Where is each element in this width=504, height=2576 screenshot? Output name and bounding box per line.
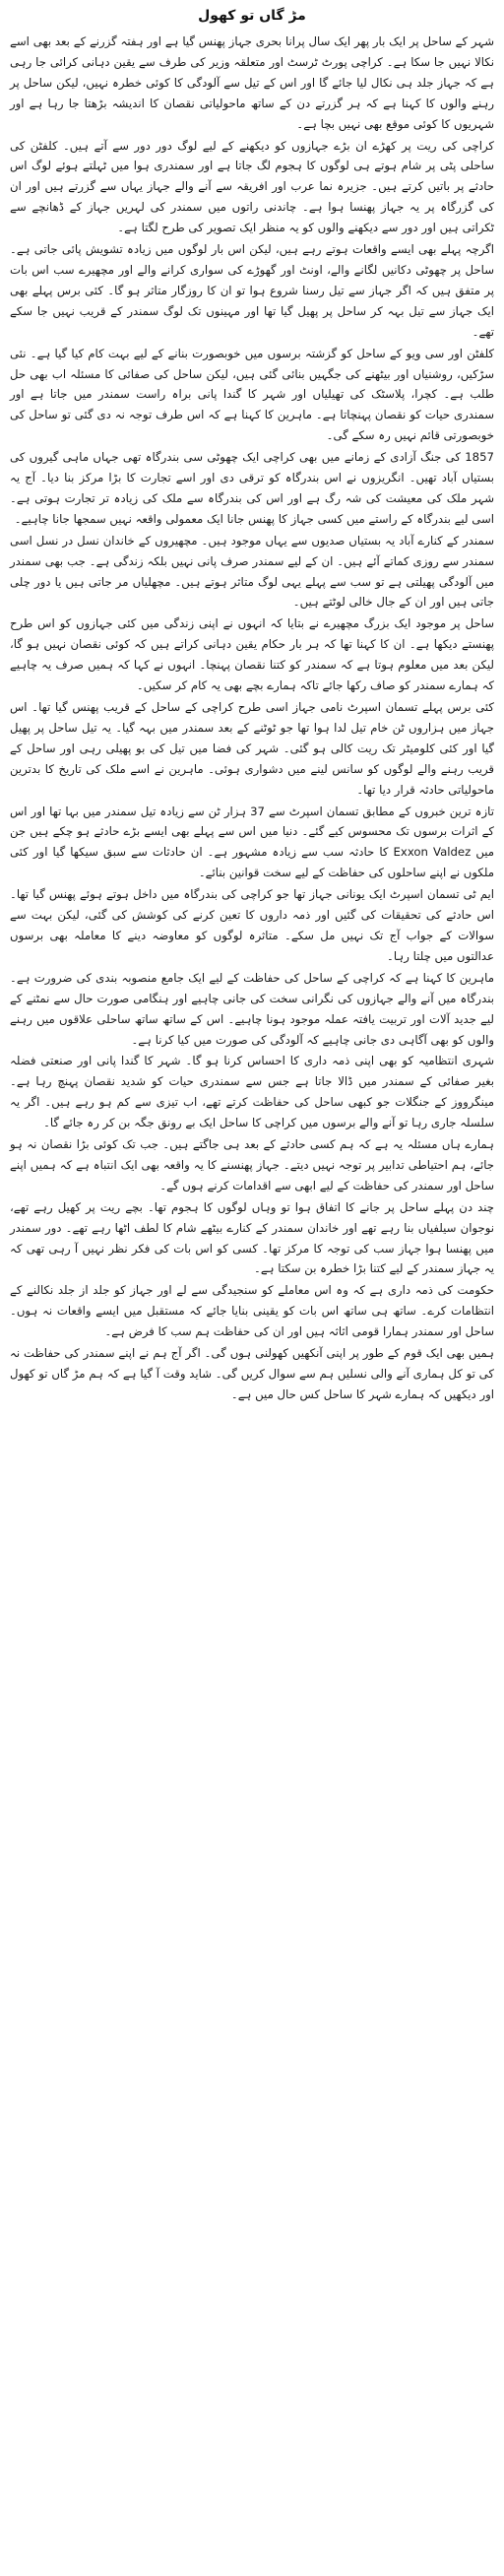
- article-paragraph: کئی برس پہلے تسمان اسپرٹ نامی جہاز اسی طرح کراچی کے ساحل کے قریب پھنس گیا تھا۔ اس جہاز میں ہزاروں ٹن خام تیل لدا ہوا تھا جو ٹوٹنے کے بعد سمندر میں بہہ گیا۔ یہ تیل ساحل پر پھیل گیا اور کئی کلومیٹر تک ریت کالی ہو گئی۔ شہر کی فضا میں تیل کی بو پھیلی رہی اور ساحل کے قریب رہنے والے لوگوں کو سانس لینے میں دشواری ہوئی۔ ماہرین نے اسے ملک کی تاریخ کا بدترین ماحولیاتی حادثہ قرار دیا تھا۔: [10, 700, 494, 797]
- article-paragraph: حکومت کی ذمہ داری ہے کہ وہ اس معاملے کو سنجیدگی سے لے اور جہاز کو جلد از جلد نکالنے کے انتظامات کرے۔ ساتھ ہی ساتھ اس بات کو یقینی بنایا جائے کہ مستقبل میں ایسے واقعات نہ ہوں۔ ساحل اور سمندر ہمارا قومی اثاثہ ہیں اور ان کی حفاظت ہم سب کا فرض ہے۔: [10, 1283, 494, 1339]
- article-paragraph: ساحل پر موجود ایک بزرگ مچھیرے نے بتایا کہ انہوں نے اپنی زندگی میں کئی جہازوں کو اس طرح پھنستے دیکھا ہے۔ ان کا کہنا تھا کہ ہر بار حکام یقین دہانی کراتے ہیں کہ کوئی نقصان نہیں ہو گا، لیکن بعد میں معلوم ہوتا ہے کہ سمندر کو کتنا نقصان پہنچا۔ انہوں نے کہا کہ ہمیں صرف یہ چاہیے کہ ہمارے سمندر کو صاف رکھا جائے تاکہ ہمارے بچے بھی یہ کام کر سکیں۔: [10, 616, 494, 693]
- article-paragraph: شہری انتظامیہ کو بھی اپنی ذمہ داری کا احساس کرنا ہو گا۔ شہر کا گندا پانی اور صنعتی فضلہ بغیر صفائی کے سمندر میں ڈالا جاتا ہے جس سے سمندری حیات کو شدید نقصان پہنچ رہا ہے۔ مینگرووز کے جنگلات جو کبھی ساحل کی حفاظت کرتے تھے، اب تیزی سے کم ہو رہے ہیں۔ اگر یہ سلسلہ جاری رہا تو آنے والے برسوں میں کراچی کا ساحل ایک بے رونق جگہ بن کر رہ جائے گا۔: [10, 1054, 494, 1130]
- article-paragraph: کراچی کی ریت پر کھڑے ان بڑے جہازوں کو دیکھنے کے لیے لوگ دور دور سے آتے ہیں۔ کلفٹن کی ساحلی پٹی پر شام ہوتے ہی لوگوں کا ہجوم لگ جاتا ہے اور سمندری ہوا میں ٹہلتے ہوئے لوگ اس حادثے پر باتیں کرتے ہیں۔ جزیرہ نما عرب اور افریقہ سے آنے والے جہاز یہاں سے گزرتے ہیں اور ان کی گزرگاہ پر یہ جہاز پھنسا ہوا ہے۔ چاندنی راتوں میں سمندر کی لہریں جہاز کے ڈھانچے سے ٹکراتی ہیں اور دور سے دیکھنے والوں کو یہ منظر ایک تصویر کی طرح لگتا ہے۔: [10, 138, 494, 235]
- article-paragraph: ہمیں بھی ایک قوم کے طور پر اپنی آنکھیں کھولنی ہوں گی۔ اگر آج ہم نے اپنے سمندر کی حفاظت نہ کی تو کل ہماری آنے والی نسلیں ہم سے سوال کریں گی۔ شاید وقت آ گیا ہے کہ ہم مڑ گاں تو کھول اور دیکھیں کہ ہمارے شہر کا ساحل کس حال میں ہے۔: [10, 1346, 494, 1401]
- article-title: مڑ گاں تو کھول: [198, 8, 306, 24]
- article-paragraph: شہر کے ساحل پر ایک بار پھر ایک سال پرانا بحری جہاز پھنس گیا ہے اور ہفتہ گزرنے کے بعد بھی اسے نکالا نہیں جا سکا ہے۔ کراچی پورٹ ٹرسٹ اور متعلقہ وزیر کی طرف سے یقین دہانی کرائی جا رہی ہے کہ جہاز جلد ہی نکال لیا جائے گا اور اس کے تیل سے آلودگی کا کوئی خطرہ نہیں، لیکن ساحل پر رہنے والوں کا کہنا ہے کہ ہر گزرتے دن کے ساتھ ماحولیاتی نقصان کا اندیشہ بڑھتا جا رہا ہے اور شہریوں کا کوئی موقع بھی نہیں بچا ہے۔: [10, 34, 494, 131]
- article-paragraph: سمندر کے کنارے آباد یہ بستیاں صدیوں سے یہاں موجود ہیں۔ مچھیروں کے خاندان نسل در نسل اسی سمندر سے روزی کماتے آئے ہیں۔ ان کے لیے سمندر صرف پانی نہیں بلکہ زندگی ہے۔ جب بھی سمندر میں آلودگی پھیلتی ہے تو سب سے پہلے یہی لوگ متاثر ہوتے ہیں۔ مچھلیاں مر جاتی ہیں یا دور چلی جاتی ہیں اور ان کے جال خالی لوٹتے ہیں۔: [10, 533, 494, 610]
- article-paragraph: ماہرین کا کہنا ہے کہ کراچی کے ساحل کی حفاظت کے لیے ایک جامع منصوبہ بندی کی ضرورت ہے۔ بندرگاہ میں آنے والے جہازوں کی نگرانی سخت کی جانی چاہیے اور ہنگامی صورت حال سے نمٹنے کے لیے جدید آلات اور تربیت یافتہ عملہ موجود ہونا چاہیے۔ اس کے ساتھ ساتھ ساحلی علاقوں میں رہنے والوں کو بھی آگاہی دی جانی چاہیے کہ آلودگی کی صورت میں کیا کرنا ہے۔: [10, 970, 494, 1047]
- article-paragraph: چند دن پہلے ساحل پر جانے کا اتفاق ہوا تو وہاں لوگوں کا ہجوم تھا۔ بچے ریت پر کھیل رہے تھے، نوجوان سیلفیاں بنا رہے تھے اور خاندان سمندر کے کنارے بیٹھے شام کا لطف اٹھا رہے تھے۔ دور سمندر میں پھنسا ہوا جہاز سب کی توجہ کا مرکز تھا۔ کسی کو اس بات کی فکر نظر نہیں آ رہی تھی کہ یہ جہاز سمندر کے لیے کتنا بڑا خطرہ بن سکتا ہے۔: [10, 1199, 494, 1276]
- article-paragraph: تازہ ترین خبروں کے مطابق تسمان اسپرٹ سے 37 ہزار ٹن سے زیادہ تیل سمندر میں بہا تھا اور اس کے اثرات برسوں تک محسوس کیے گئے۔ دنیا میں اس سے پہلے بھی ایسے بڑے حادثے ہو چکے ہیں جن میں Exxon Valdez کا حادثہ سب سے زیادہ مشہور ہے۔ ان حادثات سے سبق سیکھا گیا اور کئی ملکوں نے اپنے ساحلوں کی حفاظت کے لیے سخت قوانین بنائے۔: [10, 804, 495, 880]
- article-paragraph: 1857 کی جنگ آزادی کے زمانے میں بھی کراچی ایک چھوٹی سی بندرگاہ تھی جہاں ماہی گیروں کی بستیاں آباد تھیں۔ انگریزوں نے اس بندرگاہ کو ترقی دی اور اسے تجارت کا بڑا مرکز بنا دیا۔ آج یہ شہر ملک کی معیشت کی شہ رگ ہے اور اس کی بندرگاہ سے ملک کی زیادہ تر تجارت ہوتی ہے۔ اسی لیے بندرگاہ کے راستے میں کسی جہاز کا پھنس جانا ایک معمولی واقعہ نہیں سمجھا جانا چاہیے۔: [10, 450, 494, 526]
- article-paragraph: اگرچہ پہلے بھی ایسے واقعات ہوتے رہے ہیں، لیکن اس بار لوگوں میں زیادہ تشویش پائی جاتی ہے۔ ساحل پر چھوٹی دکانیں لگانے والے، اونٹ اور گھوڑے کی سواری کرانے والے اور مچھیرے سب اس بات پر متفق ہیں کہ اگر جہاز سے تیل رسنا شروع ہوا تو ان کا روزگار متاثر ہو گا۔ کئی برس پہلے بھی ایک جہاز سے تیل بہہ کر ساحل پر پھیل گیا تھا اور مہینوں تک لوگ سمندر کے قریب نہیں جا سکے تھے۔: [10, 242, 494, 339]
- article-paragraph: کلفٹن اور سی ویو کے ساحل کو گزشتہ برسوں میں خوبصورت بنانے کے لیے بہت کام کیا گیا ہے۔ نئی سڑکیں، روشنیاں اور بیٹھنے کی جگہیں بنائی گئی ہیں، لیکن ساحل کی صفائی کا مسئلہ اب بھی حل طلب ہے۔ کچرا، پلاسٹک کی تھیلیاں اور شہر کا گندا پانی براہ راست سمندر میں جاتا ہے اور سمندری حیات کو نقصان پہنچاتا ہے۔ ماہرین کا کہنا ہے کہ اس طرف توجہ نہ دی گئی تو ساحل کی خوبصورتی قائم نہیں رہ سکے گی۔: [10, 346, 494, 443]
- article-paragraph: ہمارے ہاں مسئلہ یہ ہے کہ ہم کسی حادثے کے بعد ہی جاگتے ہیں۔ جب تک کوئی بڑا نقصان نہ ہو جائے، ہم احتیاطی تدابیر پر توجہ نہیں دیتے۔ جہاز پھنسنے کا یہ واقعہ بھی ایک انتباہ ہے کہ ہمیں اپنے ساحل اور سمندر کی حفاظت کے لیے ابھی سے اقدامات کرنے ہوں گے۔: [10, 1137, 494, 1192]
- article-paragraph: ایم ٹی تسمان اسپرٹ ایک یونانی جہاز تھا جو کراچی کی بندرگاہ میں داخل ہوتے ہوئے پھنس گیا تھا۔ اس حادثے کی تحقیقات کی گئیں اور ذمہ داروں کا تعین کرنے کی کوشش کی گئی، لیکن بہت سے سوالات کے جواب آج تک نہیں مل سکے۔ متاثرہ لوگوں کو معاوضہ دینے کا معاملہ بھی برسوں عدالتوں میں چلتا رہا۔: [10, 887, 494, 963]
- article-body: [10, 32, 494, 1405]
